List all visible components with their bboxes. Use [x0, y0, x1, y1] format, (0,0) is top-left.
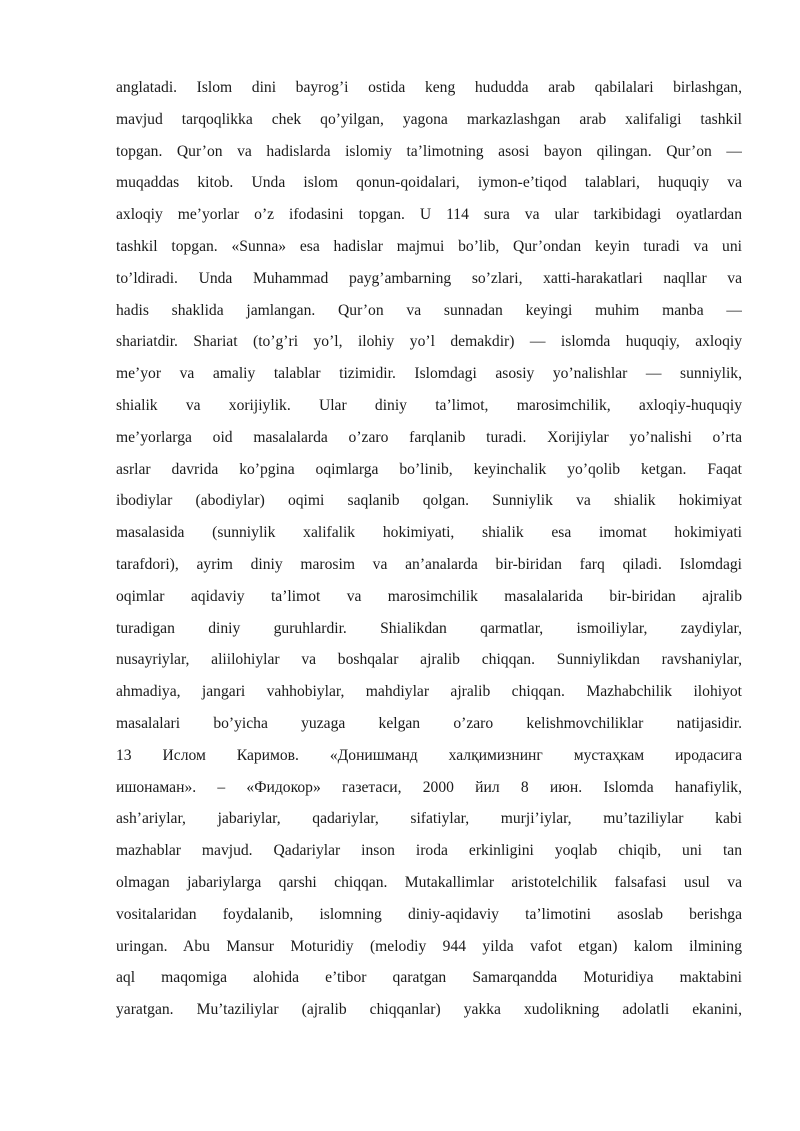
text-line: uringan. Abu Mansur Moturidiy (melodiy 944 yilda vafot etgan) kalom ilmining — [116, 937, 742, 955]
text-line: tashkil topgan. «Sunna» esa hadislar majmui bo’lib, Qur’ondan keyin turadi va uni — [116, 237, 742, 255]
text-line: mazhablar mavjud. Qadariylar inson iroda erkinligini yoqlab chiqib, uni tan — [116, 842, 742, 860]
footnote-line: ишонаман». – «Фидокор» газетаси, 2000 йил 8 июн. Islomda hanafiylik, — [116, 778, 742, 796]
text-line: shialik va xorijiylik. Ular diniy ta’limot, marosimchilik, axloqiy-huquqiy — [116, 396, 742, 414]
text-line: muqaddas kitob. Unda islom qonun-qoidalari, iymon-e’tiqod talablari, huquqiy va — [116, 174, 742, 192]
text-line: masalalari bo’yicha yuzaga kelgan o’zaro kelishmovchiliklar natijasidir. — [116, 714, 742, 732]
text-line: ibodiylar (abodiylar) oqimi saqlanib qolgan. Sunniylik va shialik hokimiyat — [116, 492, 742, 510]
text-line: me’yorlarga oid masalalarda o’zaro farqlanib turadi. Xorijiylar yo’nalishi o’rta — [116, 428, 742, 446]
text-line: mavjud tarqoqlikka chek qo’yilgan, yagona markazlashgan arab xalifaligi tashkil — [116, 110, 742, 128]
text-line: ash’ariylar, jabariylar, qadariylar, sifatiylar, murji’iylar, mu’taziliylar kabi — [116, 810, 742, 828]
text-line: olmagan jabariylarga qarshi chiqqan. Mutakallimlar aristotelchilik falsafasi usul va — [116, 873, 742, 891]
text-line: turadigan diniy guruhlardir. Shialikdan qarmatlar, ismoiliylar, zaydiylar, — [116, 619, 742, 637]
text-line: to’ldiradi. Unda Muhammad payg’ambarning so’zlari, xatti-harakatlari naqllar va — [116, 269, 742, 287]
text-line: nusayriylar, aliilohiylar va boshqalar ajralib chiqqan. Sunniylikdan ravshaniylar, — [116, 651, 742, 669]
text-line: me’yor va amaliy talablar tizimidir. Islomdagi asosiy yo’nalishlar — sunniylik, — [116, 365, 742, 383]
text-line: hadis shaklida jamlangan. Qur’on va sunnadan keyingi muhim manba — — [116, 301, 742, 319]
text-line: topgan. Qur’on va hadislarda islomiy ta’limotning asosi bayon qilingan. Qur’on — — [116, 142, 742, 160]
text-line: oqimlar aqidaviy ta’limot va marosimchilik masalalarida bir-biridan ajralib — [116, 587, 742, 605]
text-line: masalasida (sunniylik xalifalik hokimiyati, shialik esa imomat hokimiyati — [116, 524, 742, 542]
footnote-line: 13 Ислом Каримов. «Донишманд халқимизнинг мустаҳкам иродасига — [116, 746, 742, 764]
text-line: asrlar davrida ko’pgina oqimlarga bo’linib, keyinchalik yo’qolib ketgan. Faqat — [116, 460, 742, 478]
text-line: shariatdir. Shariat (to’g’ri yo’l, ilohiy yo’l demakdir) — islomda huquqiy, axloqiy — [116, 333, 742, 351]
text-line: axloqiy me’yorlar o’z ifodasini topgan. U 114 sura va ular tarkibidagi oyatlardan — [116, 206, 742, 224]
text-line: ahmadiya, jangari vahhobiylar, mahdiylar ajralib chiqqan. Mazhabchilik ilohiyot — [116, 683, 742, 701]
text-line: tarafdori), ayrim diniy marosim va an’analarda bir-biridan farq qiladi. Islomdagi — [116, 555, 742, 573]
document-page — [116, 72, 742, 1026]
text-line: aql maqomiga alohida e’tibor qaratgan Samarqandda Moturidiya maktabini — [116, 969, 742, 987]
text-line: yaratgan. Mu’taziliylar (ajralib chiqqanlar) yakka xudolikning adolatli ekanini, — [116, 1001, 742, 1019]
text-line: anglatadi. Islom dini bayrog’i ostida keng hududda arab qabilalari birlashgan, — [116, 79, 742, 96]
text-line: vositalaridan foydalanib, islomning diniy-aqidaviy ta’limotini asoslab berishga — [116, 905, 742, 923]
